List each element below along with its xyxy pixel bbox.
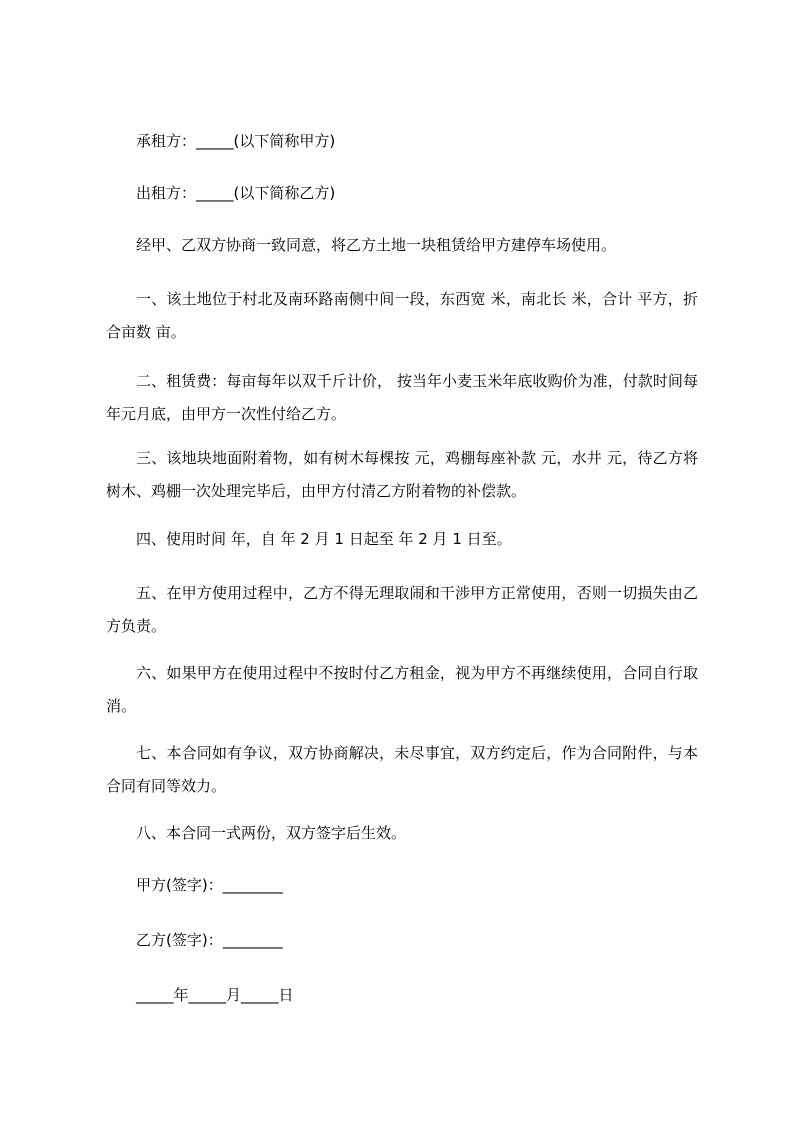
party-b-signature-line: 乙方(签字)：________ <box>136 931 283 949</box>
clause-2-rent: 二、租赁费：每亩每年以双千斤计价， 按当年小麦玉米年底收购价为准，付款时间每年元月底，由甲方一次性付给乙方。 <box>106 372 698 423</box>
clause-5-no-interference: 五、在甲方使用过程中，乙方不得无理取闹和干涉甲方正常使用，否则一切损失由乙方负责。 <box>106 584 698 635</box>
lessee-line: 承租方：_____(以下简称甲方) <box>136 132 336 150</box>
clause-1-location: 一、该土地位于村北及南环路南侧中间一段，东西宽 米，南北长 米，合计 平方，折合亩数 亩。 <box>106 290 698 341</box>
clause-4-term: 四、使用时间 年，自 年 2 月 1 日起至 年 2 月 1 日至。 <box>136 530 512 548</box>
party-a-signature-line: 甲方(签字)：________ <box>136 876 283 894</box>
clause-7-disputes: 七、本合同如有争议，双方协商解决，未尽事宜，双方约定后，作为合同附件，与本合同有同等效力。 <box>106 744 698 795</box>
lessor-line: 出租方：_____(以下简称乙方) <box>136 184 336 202</box>
clause-8-effectiveness: 八、本合同一式两份，双方签字后生效。 <box>136 824 407 842</box>
date-line: _____年_____月_____日 <box>136 986 294 1004</box>
preamble-paragraph: 经甲、乙双方协商一致同意，将乙方土地一块租赁给甲方建停车场使用。 <box>136 236 617 254</box>
clause-6-termination: 六、如果甲方在使用过程中不按时付乙方租金，视为甲方不再继续使用，合同自行取消。 <box>106 664 698 715</box>
clause-3-attachments: 三、该地块地面附着物，如有树木每棵按 元，鸡棚每座补款 元，水井 元，待乙方将树木、鸡棚一次处理完毕后，由甲方付清乙方附着物的补偿款。 <box>106 449 698 500</box>
